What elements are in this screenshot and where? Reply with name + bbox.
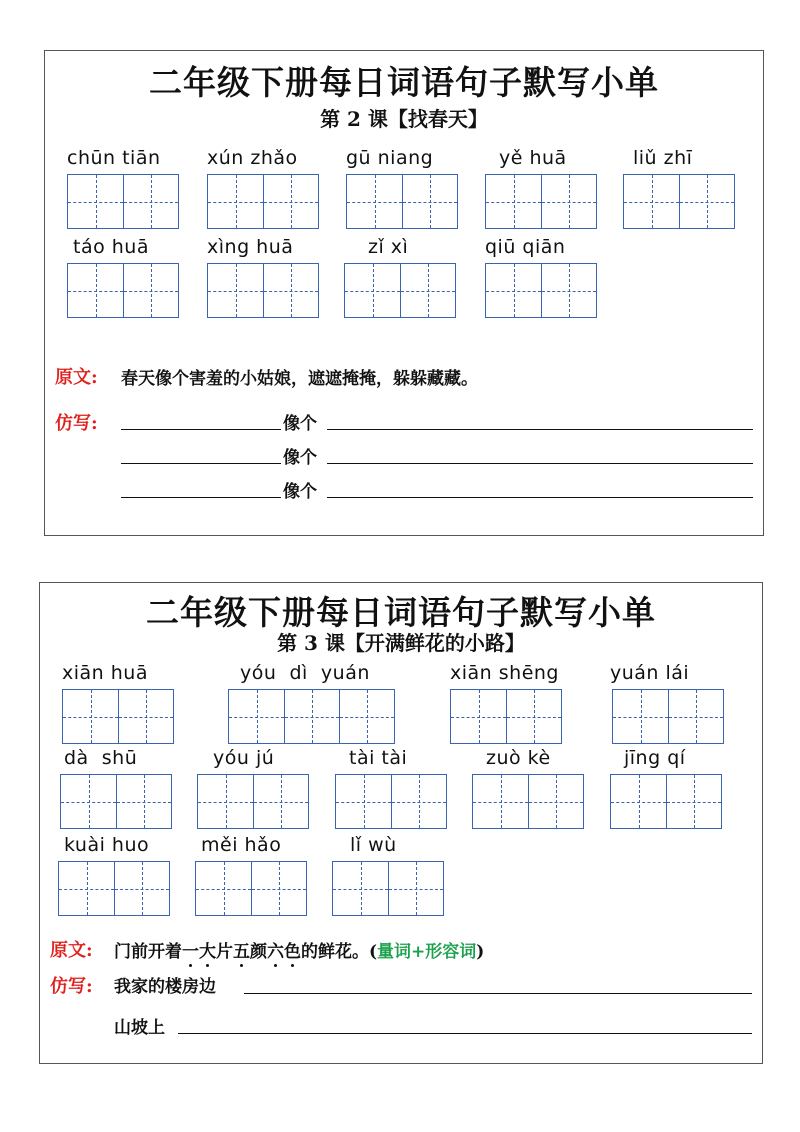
writing-grid[interactable] <box>228 689 395 744</box>
pinyin-label: zǐ xì <box>368 236 409 258</box>
writing-grid[interactable] <box>610 774 722 829</box>
writing-grid[interactable] <box>58 861 170 916</box>
original-sentence <box>114 937 484 962</box>
pinyin-label: chūn tiān <box>67 147 161 169</box>
answer-blank[interactable] <box>121 463 281 464</box>
sentence-part: ) <box>476 942 485 962</box>
imitation-prompt: 像个 <box>283 414 317 434</box>
sentence-part: 片 <box>216 942 233 962</box>
writing-grid[interactable] <box>60 774 172 829</box>
pinyin-label: dà shū <box>64 747 138 769</box>
writing-grid[interactable] <box>612 689 724 744</box>
imitation-prompt: 像个 <box>283 448 317 468</box>
pinyin-label: liǔ zhī <box>633 147 693 169</box>
emphasis-char: 色 <box>284 937 301 962</box>
sentence-part: 颜 <box>250 942 267 962</box>
writing-grid[interactable] <box>67 174 179 229</box>
original-label: 原文: <box>50 940 93 961</box>
writing-grid[interactable] <box>207 263 319 318</box>
pinyin-label: xiān shēng <box>450 662 559 684</box>
lesson-subtitle: 第 3 课【开满鲜花的小路】 <box>277 631 525 655</box>
writing-grid[interactable] <box>62 689 174 744</box>
writing-grid[interactable] <box>332 861 444 916</box>
writing-grid[interactable] <box>623 174 735 229</box>
pinyin-label: yóu jú <box>213 747 275 769</box>
answer-blank[interactable] <box>178 1033 752 1034</box>
writing-grid[interactable] <box>67 263 179 318</box>
pinyin-label: xiān huā <box>62 662 148 684</box>
worksheet-card-lesson-3 <box>39 582 763 1064</box>
writing-grid[interactable] <box>195 861 307 916</box>
writing-grid[interactable] <box>197 774 309 829</box>
imitation-prefix: 我家的楼房边 <box>114 977 216 997</box>
pinyin-label: lǐ wù <box>350 834 397 856</box>
emphasis-char: 一 <box>182 937 199 962</box>
lesson-subtitle: 第 2 课【找春天】 <box>320 107 488 131</box>
writing-grid[interactable] <box>485 174 597 229</box>
writing-grid[interactable] <box>344 263 456 318</box>
grammar-note: 量词+形容词 <box>377 942 477 962</box>
writing-grid[interactable] <box>346 174 458 229</box>
worksheet-title: 二年级下册每日词语句子默写小单 <box>149 63 659 102</box>
pinyin-label: kuài huo <box>64 834 150 856</box>
writing-grid[interactable] <box>207 174 319 229</box>
pinyin-label: yóu dì yuán <box>240 662 370 684</box>
imitation-prefix: 山坡上 <box>114 1018 165 1038</box>
pinyin-label: měi hǎo <box>201 834 282 856</box>
answer-blank[interactable] <box>121 429 281 430</box>
pinyin-label: xún zhǎo <box>207 147 298 169</box>
imitation-label: 仿写: <box>50 976 93 997</box>
original-sentence: 春天像个害羞的小姑娘，遮遮掩掩，躲躲藏藏。 <box>121 369 478 389</box>
sentence-part: 的鲜花。( <box>301 942 378 962</box>
answer-blank[interactable] <box>327 429 753 430</box>
emphasis-char: 大 <box>199 937 216 962</box>
sentence-part: 门前开着 <box>114 942 182 962</box>
pinyin-label: tài tài <box>349 747 408 769</box>
worksheet-card-lesson-2 <box>44 50 764 536</box>
pinyin-label: qiū qiān <box>485 236 566 258</box>
writing-grid[interactable] <box>335 774 447 829</box>
imitation-label: 仿写: <box>55 413 98 434</box>
original-label: 原文: <box>55 367 98 388</box>
emphasis-char: 六 <box>267 937 284 962</box>
answer-blank[interactable] <box>327 497 753 498</box>
imitation-prompt: 像个 <box>283 482 317 502</box>
pinyin-label: yuán lái <box>610 662 690 684</box>
pinyin-label: xìng huā <box>207 236 294 258</box>
pinyin-label: táo huā <box>73 236 149 258</box>
answer-blank[interactable] <box>327 463 753 464</box>
pinyin-label: jīng qí <box>624 747 686 769</box>
writing-grid[interactable] <box>485 263 597 318</box>
answer-blank[interactable] <box>121 497 281 498</box>
writing-grid[interactable] <box>472 774 584 829</box>
pinyin-label: zuò kè <box>486 747 551 769</box>
answer-blank[interactable] <box>244 993 752 994</box>
writing-grid[interactable] <box>450 689 562 744</box>
worksheet-title: 二年级下册每日词语句子默写小单 <box>146 593 656 632</box>
pinyin-label: yě huā <box>499 147 567 169</box>
emphasis-char: 五 <box>233 937 250 962</box>
pinyin-label: gū niang <box>346 147 434 169</box>
